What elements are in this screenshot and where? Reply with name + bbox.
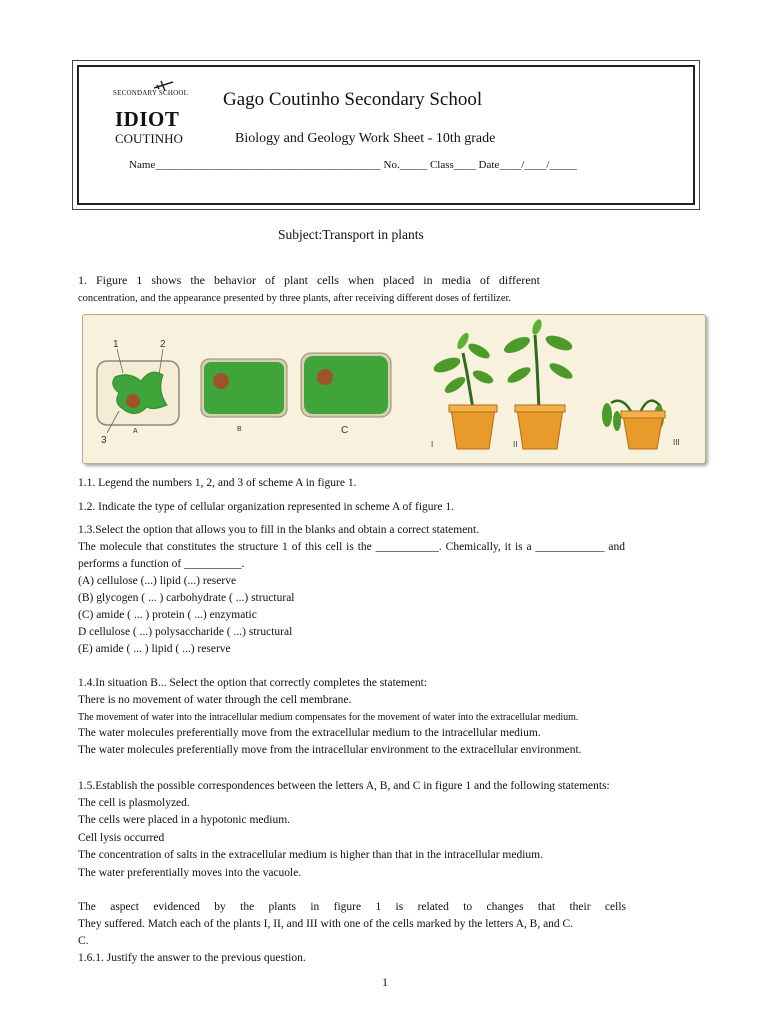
- question-1-4-option-1: There is no movement of water through the cell membrane.: [78, 694, 352, 706]
- question-1-1: 1.1. Legend the numbers 1, 2, and 3 of scheme A in figure 1.: [78, 477, 357, 489]
- cell-c: [301, 353, 391, 417]
- question-1-line-1: 1. Figure 1 shows the behavior of plant cells when placed in media of different: [78, 273, 540, 287]
- school-logo: [113, 79, 193, 149]
- cell-b: [201, 359, 287, 417]
- figure-1: [82, 314, 706, 464]
- question-1-line-2: concentration, and the appearance presented by three plants, after receiving different doses of fertilizer.: [78, 293, 512, 304]
- figure-label-c: C: [341, 425, 349, 436]
- option-c: (C) amide ( ... ) protein ( ...) enzymatic: [78, 609, 257, 621]
- question-1-6-1: 1.6.1. Justify the answer to the previous question.: [78, 952, 306, 964]
- student-fields: Name_________________________________________ No._____ Class____ Date____/____/_____: [129, 159, 577, 171]
- logo-top-text: SECONDARY SCHOOL: [113, 89, 189, 97]
- question-1-6-line-3: C.: [78, 935, 89, 947]
- header-box: [72, 60, 700, 210]
- logo-big-text: IDIOT: [115, 107, 180, 131]
- subject-title: Subject:Transport in plants: [278, 227, 424, 242]
- figure-label-b: B: [237, 426, 242, 433]
- question-1-5-title: 1.5.Establish the possible correspondences between the letters A, B, and C in figure 1 and the following statements:: [78, 780, 610, 792]
- question-1-5-item-3: Cell lysis occurred: [78, 832, 165, 844]
- question-1-4-option-2: The movement of water into the intracellular medium compensates for the movement of water into the extracellular medium.: [78, 712, 579, 723]
- question-1-5-item-4: The concentration of salts in the extracellular medium is higher than that in the intracellular medium.: [78, 849, 543, 861]
- school-name: Gago Coutinho Secondary School: [223, 89, 483, 110]
- figure-label-i: I: [431, 440, 434, 449]
- question-1-4-title: 1.4.In situation B... Select the option that correctly completes the statement:: [78, 677, 428, 689]
- page-number: 1: [382, 975, 388, 989]
- question-1-3-title: 1.3.Select the option that allows you to fill in the blanks and obtain a correct statement.: [78, 524, 480, 536]
- question-1-5-item-2: The cells were placed in a hypotonic medium.: [78, 814, 291, 826]
- question-1-4-option-3: The water molecules preferentially move from the extracellular medium to the intracellular medium.: [78, 727, 541, 739]
- question-1-3-statement-1: The molecule that constitutes the structure 1 of this cell is the ___________. Chemically, it is a ____________ and: [78, 541, 625, 553]
- logo-small-text: COUTINHO: [115, 131, 183, 146]
- figure-label-iii: III: [673, 438, 680, 447]
- option-a: (A) cellulose (...) lipid (...) reserve: [78, 575, 237, 587]
- figure-label-a: A: [133, 428, 138, 435]
- question-1-6-line-1: The aspect evidenced by the plants in figure 1 is related to changes that their cells: [78, 901, 626, 913]
- figure-label-2: 2: [160, 339, 166, 350]
- question-1-4-option-4: The water molecules preferentially move from the intracellular environment to the extracellular environment.: [78, 744, 582, 756]
- figure-label-ii: II: [513, 440, 518, 449]
- plant-1: [432, 331, 497, 449]
- question-1-3-statement-2: performs a function of __________.: [78, 558, 245, 570]
- figure-label-3: 3: [101, 435, 107, 446]
- option-b: (B) glycogen ( ... ) carbohydrate ( ...) structural: [78, 592, 295, 604]
- sheet-title: Biology and Geology Work Sheet - 10th grade: [235, 131, 496, 146]
- cell-a: [97, 349, 179, 433]
- question-1-6-line-2: They suffered. Match each of the plants I, II, and III with one of the cells marked by the letters A, B, and C.: [78, 918, 574, 930]
- figure-label-1: 1: [113, 339, 119, 350]
- figure-1-illustration: [83, 315, 705, 463]
- question-1-5-item-1: The cell is plasmolyzed.: [78, 797, 190, 809]
- header-inner-border: [77, 65, 695, 205]
- question-1-5-item-5: The water preferentially moves into the vacuole.: [78, 867, 302, 879]
- airplane-logo-icon: [153, 79, 175, 93]
- option-d: D cellulose ( ...) polysaccharide ( ...) structural: [78, 626, 293, 638]
- option-e: (E) amide ( ... ) lipid ( ...) reserve: [78, 643, 231, 655]
- question-1-2: 1.2. Indicate the type of cellular organization represented in scheme A of figure 1.: [78, 501, 454, 513]
- plant-3: [602, 401, 665, 449]
- plant-2: [502, 318, 575, 449]
